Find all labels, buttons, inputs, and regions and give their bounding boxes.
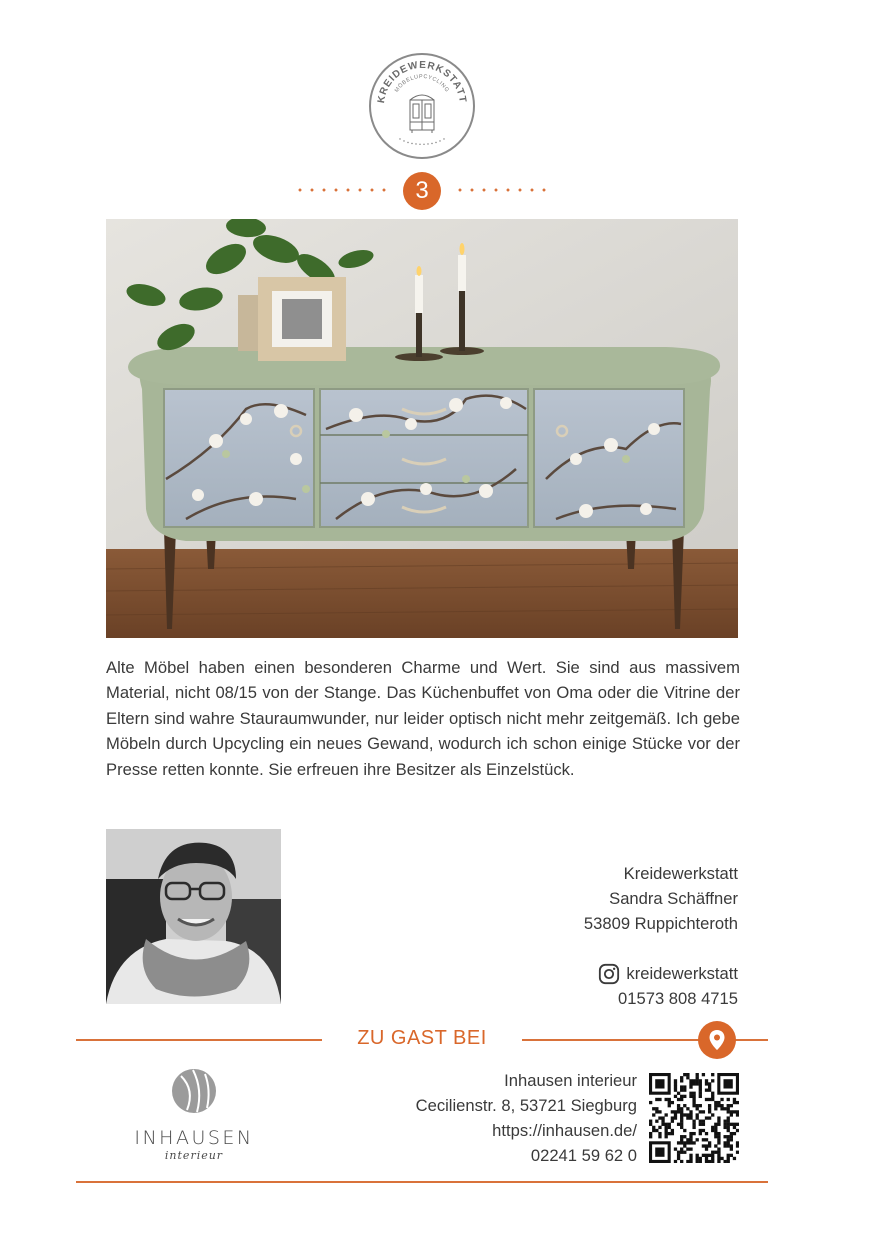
entry-number-row <box>290 172 554 210</box>
company-name: Kreidewerkstatt <box>623 864 738 883</box>
entry-number-badge: 3 <box>403 172 441 210</box>
instagram-handle[interactable]: kreidewerkstatt <box>626 964 738 983</box>
host-url[interactable]: https://inhausen.de/ <box>492 1121 637 1140</box>
sideboard-photo <box>106 219 738 638</box>
wardrobe-icon <box>410 95 434 133</box>
guest-heading: ZU GAST BEI <box>357 1027 487 1049</box>
instagram-row[interactable] <box>584 961 738 986</box>
host-name: Inhausen interieur <box>504 1071 637 1090</box>
description-text: Alte Möbel haben einen besonderen Charme und Wert. Sie sind aus massivem Material, nicht 08/15 von der Stange. Das Küchenbuffet von Oma oder die Vitrine der Eltern sind wahre Stauraumwunder, nur leider optisch nicht mehr zeitgemäß. Ich gebe Möbeln durch Upcycling ein neues Gewand, wodurch ich schon einige Stücke vor der Presse retten konnte. Sie erfreuen ihre Besitzer als Einzelstück. <box>106 658 740 779</box>
city: 53809 Ruppichteroth <box>583 914 738 933</box>
inhausen-logo-name: INHAUSEN <box>134 1127 254 1149</box>
dotted-divider-right <box>454 188 550 192</box>
phone-number[interactable]: 01573 808 4715 <box>618 989 738 1008</box>
instagram-icon <box>598 963 620 985</box>
qr-code[interactable] <box>649 1073 739 1163</box>
svg-text:MÖBELUPCYCLING: MÖBELUPCYCLING <box>394 73 450 94</box>
person-name: Sandra Schäffner <box>609 889 738 908</box>
contact-block <box>584 861 738 1011</box>
host-phone[interactable]: 02241 59 62 0 <box>530 1146 637 1165</box>
inhausen-logo-sub: interieur <box>164 1149 224 1162</box>
host-contact-block <box>416 1068 637 1168</box>
host-street: Cecilienstr. 8, 53721 Siegburg <box>415 1096 637 1115</box>
inhausen-logo-mark <box>171 1068 217 1114</box>
bottom-divider <box>76 1181 768 1183</box>
guest-bar <box>76 1020 768 1060</box>
kreidewerkstatt-logo <box>369 53 475 159</box>
portrait-photo <box>106 829 281 1004</box>
seal-graphic <box>372 56 472 156</box>
location-pin-icon <box>698 1021 736 1059</box>
guest-divider-left <box>76 1039 322 1041</box>
dotted-divider-left <box>294 188 390 192</box>
inhausen-logo <box>130 1066 258 1166</box>
svg-text:KREIDEWERKSTATT: KREIDEWERKSTATT <box>375 59 468 104</box>
